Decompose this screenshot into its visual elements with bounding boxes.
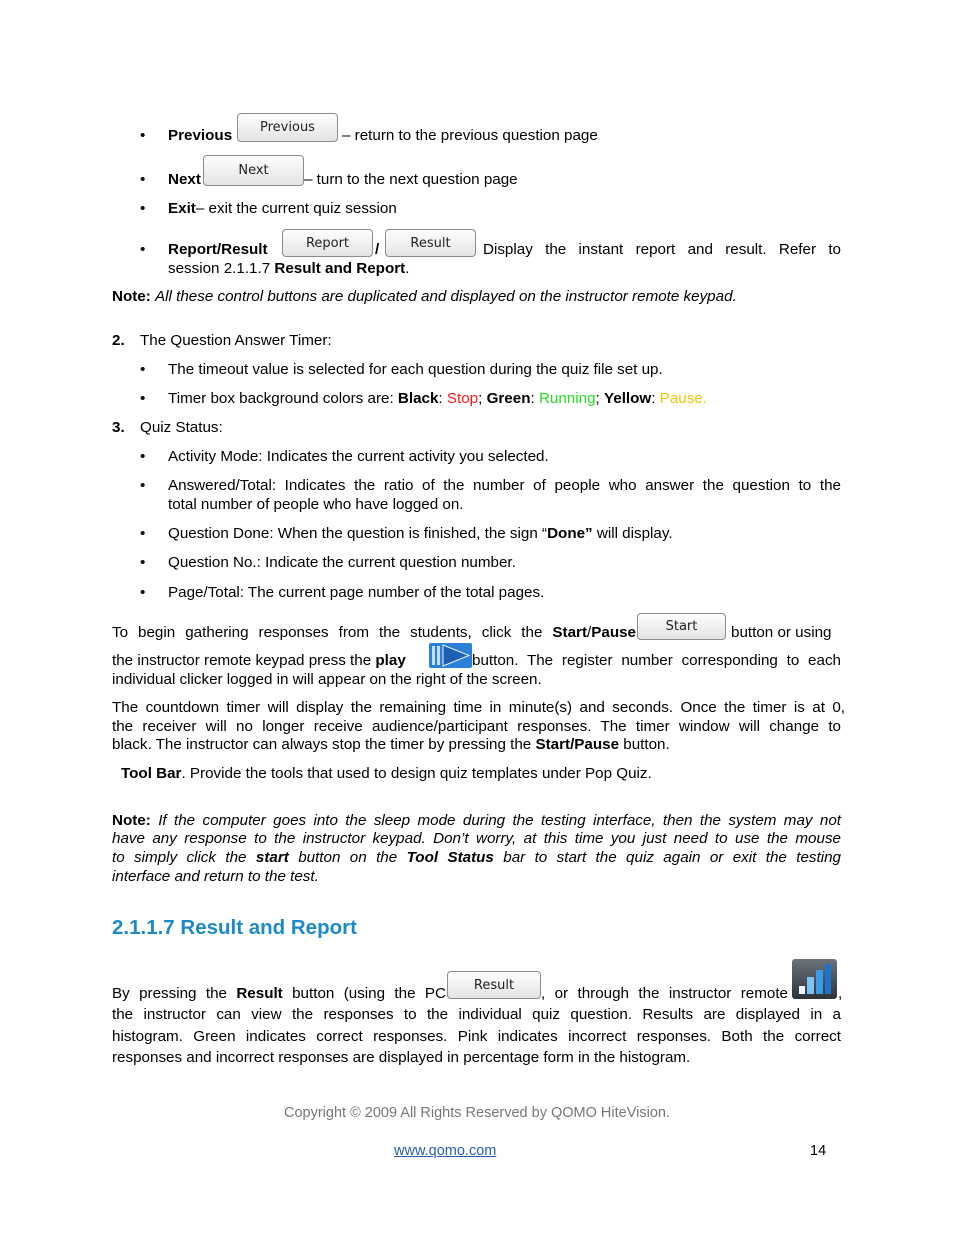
result-line1-end: , (838, 985, 843, 1002)
begin-pre: To begin gathering responses from the students, click the (112, 624, 553, 641)
done-word: Done” (547, 525, 593, 542)
status-bullet-3 (168, 525, 673, 544)
toolbar-line (121, 765, 652, 784)
bullet-dot: • (140, 200, 146, 217)
status-bullet-5: Page/Total: The current page number of the total pages. (168, 584, 545, 601)
bullet-dot: • (140, 525, 146, 542)
color-stop-text: Stop (446, 390, 479, 407)
status-bullet-2-line1: Answered/Total: Indicates the ratio of the number of people who answer the question to the (168, 477, 841, 494)
histogram-icon (792, 959, 837, 999)
color-green-label: Green (486, 390, 531, 407)
report-result-item (168, 241, 268, 260)
result-line2: the instructor can view the responses to the individual quiz question. Results are displayed in a (112, 1006, 841, 1023)
footer-website-link[interactable]: www.qomo.com (394, 1143, 497, 1159)
report-button: Report (282, 229, 373, 257)
report-result-desc-line2 (168, 260, 409, 279)
countdown-line1: The countdown timer will display the remaining time in minute(s) and seconds. Once the timer is at 0, (112, 699, 845, 716)
note2-line4: interface and return to the test. (112, 868, 319, 885)
result-line4: responses and incorrect responses are displayed in percentage form in the histogram. (112, 1049, 691, 1066)
result-line3: histogram. Green indicates correct responses. Pink indicates incorrect responses. Both the correct (112, 1028, 841, 1045)
begin-slash: / (587, 624, 592, 641)
countdown-line3 (112, 736, 670, 755)
next-desc: – turn to the next question page (304, 171, 518, 188)
note2-l3-e: bar to start the quiz again or exit the testing (493, 849, 841, 866)
exit-item (168, 200, 397, 219)
exit-desc: – exit the current quiz session (195, 200, 397, 217)
note2-line1 (112, 812, 841, 831)
begin-start: Start (552, 624, 588, 641)
start-button: Start (637, 613, 726, 640)
status-title: Quiz Status: (140, 419, 223, 436)
begin-line1-post: button or using (731, 624, 832, 641)
result-mid: button (using the PC (282, 985, 446, 1002)
status-bullet-1: Activity Mode: Indicates the current activity you selected. (168, 448, 549, 465)
countdown-start-pause: Start/Pause (535, 736, 620, 753)
result-bold: Result (236, 985, 283, 1002)
report-result-ref-title: Result and Report (274, 260, 406, 277)
status-bullet-4: Question No.: Indicate the current question number. (168, 554, 516, 571)
note-label: Note: (112, 288, 151, 305)
begin-line3: individual clicker logged in will appear on the right of the screen. (112, 671, 542, 688)
timer-number: 2. (112, 332, 125, 349)
result-button: Result (385, 229, 476, 257)
begin-line2-post: button. The register number corresponding to each (472, 652, 841, 669)
bullet-dot: • (140, 361, 146, 378)
countdown-line2: the receiver will no longer receive audience/participant responses. The timer window will change to (112, 718, 841, 735)
timer-title: The Question Answer Timer: (140, 332, 332, 349)
play-word: play (375, 652, 406, 669)
countdown-pre: black. The instructor can always stop the timer by pressing the (112, 736, 536, 753)
bullet-dot: • (140, 171, 146, 188)
result-line1-pre (112, 985, 446, 1004)
note2-tool-status: Tool Status (406, 849, 494, 866)
note-controls (112, 288, 737, 307)
footer-copyright: Copyright © 2009 All Rights Reserved by QOMO HiteVision. (284, 1105, 670, 1121)
bullet-dot: • (140, 584, 146, 601)
countdown-post: button. (619, 736, 670, 753)
done-post: will display. (592, 525, 673, 542)
note2-l3-c: button on the (288, 849, 407, 866)
status-bullet-2-line2: total number of people who have logged on. (168, 496, 464, 513)
bullet-dot: • (140, 477, 146, 494)
report-result-desc-line1: Display the instant report and result. Refer to (483, 241, 841, 258)
play-pre: the instructor remote keypad press the (112, 652, 376, 669)
color-black-label: Black (397, 390, 439, 407)
report-result-ref-post: . (405, 260, 410, 277)
color-yellow-label: Yellow (603, 390, 652, 407)
bullet-dot: • (140, 448, 146, 465)
toolbar-text: . Provide the tools that used to design quiz templates under Pop Quiz. (181, 765, 652, 782)
timer-bullet-1: The timeout value is selected for each question during the quiz file set up. (168, 361, 663, 378)
bullet-dot: • (140, 554, 146, 571)
next-button: Next (203, 155, 304, 186)
page-number: 14 (810, 1143, 827, 1159)
next-item (168, 171, 201, 190)
result-line1-post: , or through the instructor remote (541, 985, 788, 1002)
exit-label: Exit (168, 200, 196, 217)
result-pc-button: Result (447, 971, 541, 999)
report-result-label: Report/Result (168, 241, 268, 258)
begin-line1 (112, 624, 636, 643)
color-pause-text: Pause. (659, 390, 707, 407)
timer-num (112, 332, 125, 351)
bullet-dot: • (140, 241, 146, 258)
histogram-icon-graphic (792, 959, 837, 999)
note-text: All these control buttons are duplicated and displayed on the instructor remote keypad. (155, 288, 737, 305)
bullet-dot: • (140, 127, 146, 144)
report-result-separator: / (375, 241, 380, 258)
begin-line2-pre (112, 652, 406, 671)
previous-desc: – return to the previous question page (342, 127, 598, 144)
note2-l3-a: to simply click the (112, 849, 256, 866)
result-pre: By pressing the (112, 985, 237, 1002)
status-num (112, 419, 125, 438)
color-running-text: Running (538, 390, 596, 407)
note2-line2: have any response to the instructor keypad. Don’t worry, at this time you just need to use the mouse (112, 830, 841, 847)
previous-button: Previous (237, 113, 338, 142)
section-heading: 2.1.1.7 Result and Report (112, 916, 357, 939)
play-icon-graphic (429, 643, 472, 668)
toolbar-title: Tool Bar (121, 765, 182, 782)
status-number: 3. (112, 419, 125, 436)
previous-item (168, 127, 232, 146)
next-label: Next (168, 171, 201, 188)
done-pre: Question Done: When the question is finished, the sign “ (168, 525, 548, 542)
note2-l1-text: If the computer goes into the sleep mode during the testing interface, then the system may not (158, 812, 841, 829)
previous-label: Previous (168, 127, 233, 144)
timer-colors-intro: Timer box background colors are: (168, 390, 398, 407)
begin-pause: Pause (591, 624, 636, 641)
note2-line3 (112, 849, 841, 868)
report-result-ref-pre: session 2.1.1.7 (168, 260, 275, 277)
play-icon (429, 643, 472, 668)
timer-bullet-2: Timer box background colors are: Black: Stop; Green: Running; Yellow: Pause. (168, 390, 707, 407)
bullet-dot: • (140, 390, 146, 407)
note2-start: start (255, 849, 289, 866)
note2-label: Note: (112, 812, 151, 829)
